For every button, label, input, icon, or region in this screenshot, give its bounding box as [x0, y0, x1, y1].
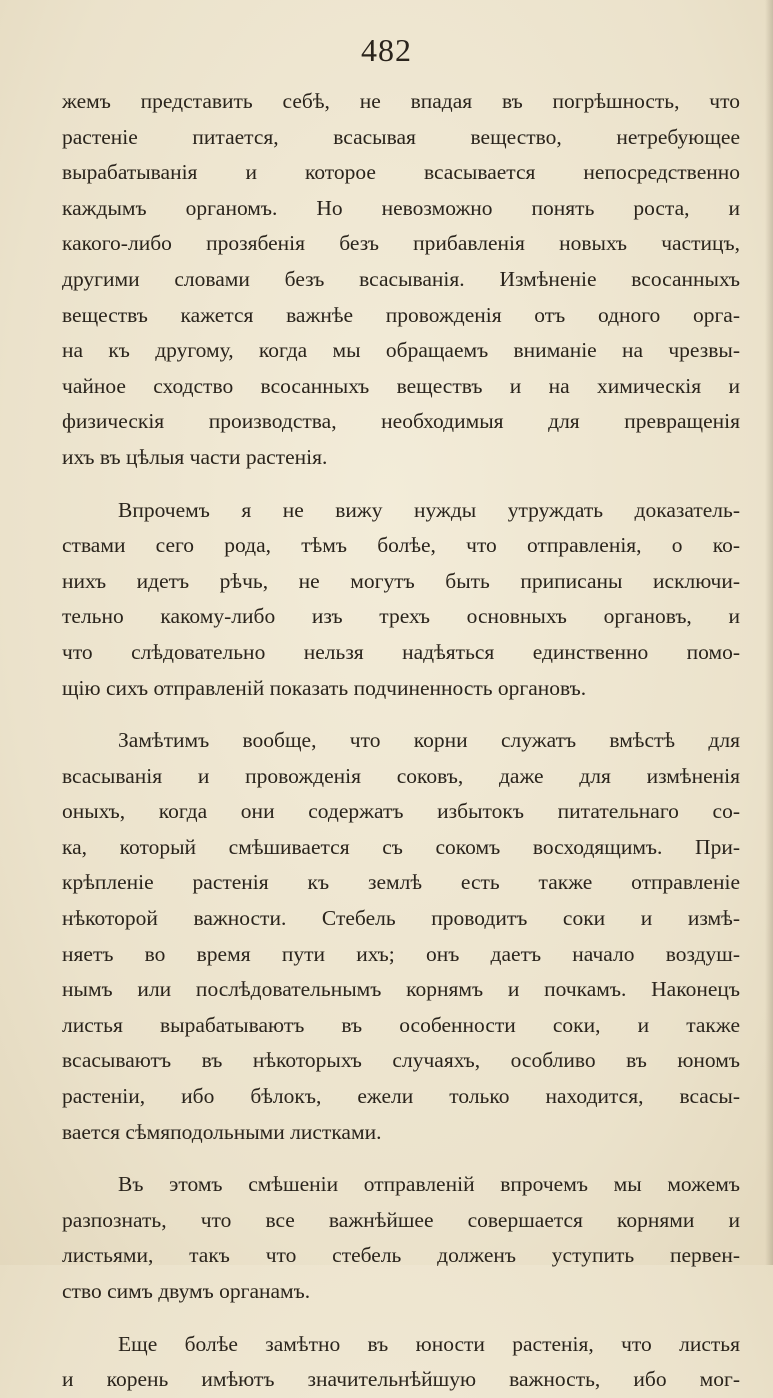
text-line: другими словами безъ всасыванія. Измѣненіе всосанныхъ: [62, 266, 740, 291]
text-line: растеніе питается, всасывая вещество, нетребующее: [62, 124, 740, 149]
text-line: няетъ во время пути ихъ; онъ даетъ начало воздуш-: [62, 941, 740, 966]
text-line: всасываютъ въ нѣкоторыхъ случаяхъ, особливо въ юномъ: [62, 1048, 740, 1073]
text-line: ихъ въ цѣлыя части растенія.: [62, 444, 328, 469]
text-line: всасыванія и провожденія соковъ, даже для измѣненія: [62, 763, 740, 788]
paragraph-5: [62, 1327, 740, 1398]
text-line: нымъ или послѣдовательнымъ корнямъ и почкамъ. Наконецъ: [62, 977, 740, 1002]
body-text: [62, 84, 740, 1398]
text-line: Впрочемъ я не вижу нужды утруждать доказатель-: [118, 497, 740, 522]
text-line: вырабатыванія и которое всасывается непосредственно: [62, 160, 740, 185]
text-line: крѣпленіе растенія къ землѣ есть также отправленіе: [62, 870, 740, 895]
text-line: какого-либо прозябенія безъ прибавленія новыхъ частицъ,: [62, 231, 740, 256]
text-line: нѣкоторой важности. Стебель проводитъ соки и измѣ-: [62, 906, 740, 931]
page-edge-shadow: [765, 0, 773, 1265]
paragraph-1: [62, 84, 740, 476]
text-line: вается сѣмяподольными листками.: [62, 1119, 382, 1144]
text-line: ствами сего рода, тѣмъ болѣе, что отправленія, о ко-: [62, 533, 740, 558]
text-line: физическія производства, необходимыя для превращенія: [62, 409, 740, 434]
text-line: и корень имѣютъ значительнѣйшую важность, ибо мог-: [62, 1367, 740, 1392]
text-line: веществъ кажется важнѣе провожденія отъ одного орга-: [62, 302, 740, 327]
text-line: жемъ представить себѣ, не впадая въ погрѣшность, что: [62, 89, 740, 113]
page-number: 482: [361, 32, 412, 68]
text-line: Замѣтимъ вообще, что корни служатъ вмѣстѣ для: [118, 728, 740, 753]
text-line: листья вырабатываютъ въ особенности соки, и также: [62, 1012, 740, 1037]
text-line: ство симъ двумъ органамъ.: [62, 1279, 311, 1303]
text-line: растеніи, ибо бѣлокъ, ежели только находится, всасы-: [62, 1084, 740, 1109]
text-line: каждымъ органомъ. Но невозможно понять роста, и: [62, 195, 740, 220]
text-line: на къ другому, когда мы обращаемъ вниманіе на чрезвы-: [62, 338, 740, 363]
text-line: тельно какому-либо изъ трехъ основныхъ органовъ, и: [62, 604, 740, 629]
text-line: разпознать, что все важнѣйшее совершается корнями и: [62, 1207, 740, 1232]
text-line: оныхъ, когда они содержатъ избытокъ питательнаго со-: [62, 799, 740, 824]
text-line: Въ этомъ смѣшеніи отправленій впрочемъ мы можемъ: [118, 1172, 740, 1197]
text-line: что слѣдовательно нельзя надѣяться единственно помо-: [62, 639, 740, 664]
text-line: чайное сходство всосанныхъ веществъ и на химическія и: [62, 373, 740, 398]
text-line: листьями, такъ что стебель долженъ уступить первен-: [62, 1243, 740, 1268]
text-line: ка, который смѣшивается съ сокомъ восходящимъ. При-: [62, 834, 740, 859]
text-line: щію сихъ отправленій показать подчиненность органовъ.: [62, 675, 587, 700]
text-line: нихъ идетъ рѣчь, не могутъ быть приписаны исключи-: [62, 568, 740, 593]
paragraph-4: [62, 1167, 740, 1309]
text-line: Еще болѣе замѣтно въ юности растенія, что листья: [118, 1331, 740, 1356]
paragraph-3: [62, 723, 740, 1150]
paragraph-2: [62, 493, 740, 707]
